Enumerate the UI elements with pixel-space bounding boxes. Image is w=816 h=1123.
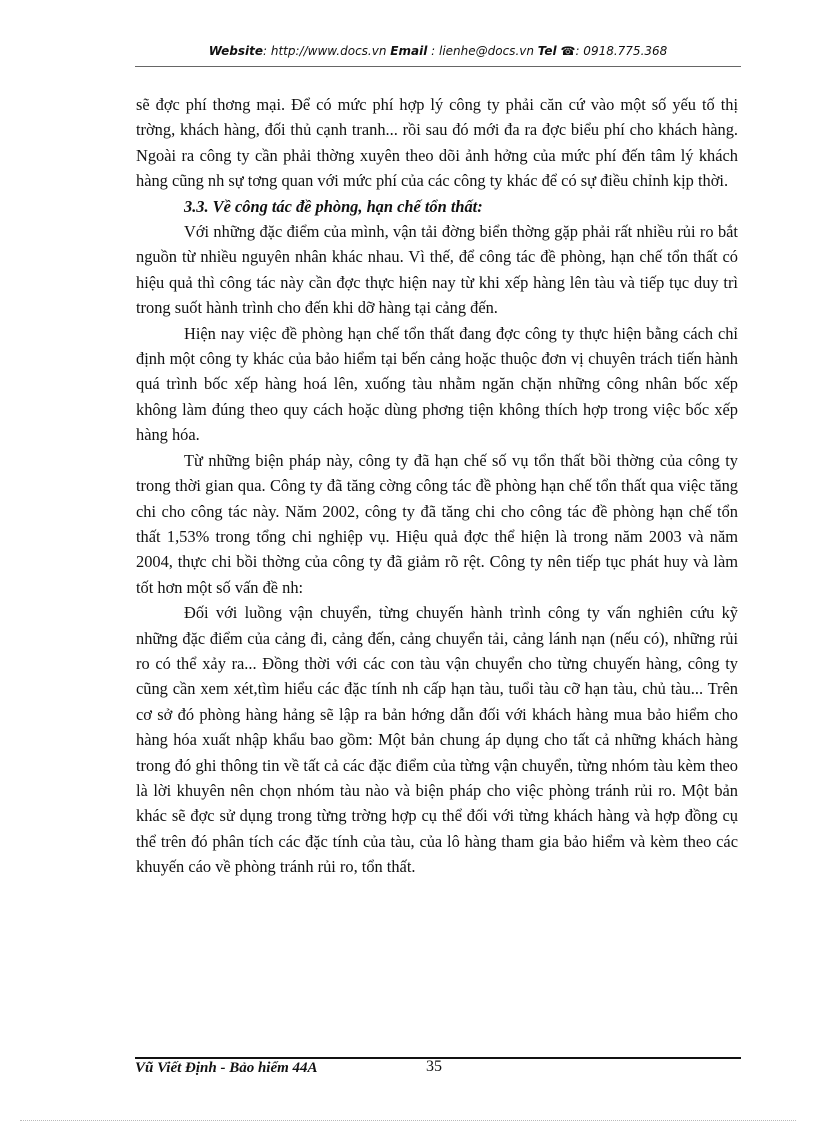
website-url[interactable]: : http://www.docs.vn — [263, 44, 391, 58]
tel-label: Tel — [537, 44, 557, 58]
page-header — [135, 44, 741, 58]
tel-number: : 0918.775.368 — [575, 44, 668, 58]
body-paragraph-2: Với những đặc điểm của mình, vận tải đờng biển thờng gặp phải rất nhiều rủi ro bắt nguồn từ nhiều nguyên nhân khác nhau. Vì thế, để công tác đề phòng, hạn chế tổn thất có hiệu quả thì công tác này cần đợc thực hiện nay từ khi xếp hàng lên tàu và tiếp tục duy trì trong suốt hành trình cho đến khi dỡ hàng tại cảng đến. — [136, 222, 738, 318]
email-address[interactable]: : lienhe@docs.vn — [427, 44, 538, 58]
page-bottom-border — [20, 1120, 796, 1121]
section-heading: 3.3. Về công tác đề phòng, hạn chế tổn thất: — [184, 196, 483, 216]
footer-author: Vũ Viết Định - Bảo hiểm 44A — [135, 1060, 318, 1076]
body-paragraph-4: Từ những biện pháp này, công ty đã hạn chế số vụ tổn thất bồi thờng của công ty trong thời gian qua. Công ty đã tăng cờng công tác đề phòng hạn chế tổn thất qua việc tăng chi cho công tác này. Năm 2002, công ty đã tăng chi cho công tác đề phòng hạn chế tổn thất 1,53% trong tổng chi nghiệp vụ. Hiệu quả đợc thể hiện là trong năm 2003 và năm 2004, thực chi bồi thờng của công ty đã giảm rõ rệt. Công ty nên tiếp tục phát huy và làm tốt hơn một số vấn đề nh: — [136, 450, 738, 597]
page-body — [136, 92, 738, 880]
email-label: Email — [390, 44, 428, 58]
website-label: Website — [208, 44, 264, 58]
phone-icon: ☎ — [560, 44, 576, 58]
body-paragraph-5: Đối với luồng vận chuyển, từng chuyến hành trình công ty vấn nghiên cứu kỹ những đặc điểm của cảng đi, cảng đến, cảng chuyển tải, cảng lánh nạn (nếu có), những rủi ro có thể xảy ra... Đồng thời với các con tàu vận chuyển cho từng chuyến hàng, công ty cũng cần xem xét,tìm hiểu các đặc tính nh cấp hạn tàu, tuổi tàu cỡ hạn tàu, chủ tàu... Trên cơ sở đó phòng hàng hảng sẽ lập ra bản hớng dẫn đối với khách hàng mua bảo hiểm cho hàng hóa xuất nhập khẩu bao gồm: Một bản chung áp dụng cho tất cả những khách hàng trong đó ghi thông tin về tất cả các đặc điểm của từng vận chuyển, từng nhóm tàu kèm theo là lời khuyên nên chọn nhóm tàu nào và biện pháp cho việc phòng tránh rủi ro. Một bản khác sẽ đợc sử dụng trong từng trờng hợp cụ thể đối với từng khách hàng và hợp đồng cụ thể trên đó phân tích các đặc tính của tàu, của lô hàng tham gia bảo hiểm và kèm theo các khuyến cáo về phòng tránh rủi ro, tổn thất. — [136, 603, 738, 877]
page-number: 35 — [426, 1058, 442, 1075]
header-divider — [135, 66, 741, 67]
body-paragraph-3: Hiện nay việc đề phòng hạn chế tổn thất đang đợc công ty thực hiện bằng cách chỉ định một công ty khác của bảo hiểm tại bến cảng hoặc thuộc đơn vị chuyên trách tiến hành quá trình bốc xếp hàng hoá lên, xuống tàu nhằm ngăn chặn những công nhân bốc xếp không làm đúng theo quy cách hoặc dùng phơng tiện không thích hợp trong việc bốc xếp hàng hóa. — [136, 323, 738, 445]
body-paragraph-1: sẽ đợc phí thơng mại. Để có mức phí hợp lý công ty phải căn cứ vào một số yếu tố thị trờng, khách hàng, đối thủ cạnh tranh... rồi sau đó mới đa ra đợc biểu phí cho khách hàng. Ngoài ra công ty cần phải thờng xuyên theo dõi ảnh hởng của mức phí đến tâm lý khách hàng cũng nh sự tơng quan với mức phí của các công ty khác để có sự điều chỉnh kịp thời. — [136, 95, 738, 191]
